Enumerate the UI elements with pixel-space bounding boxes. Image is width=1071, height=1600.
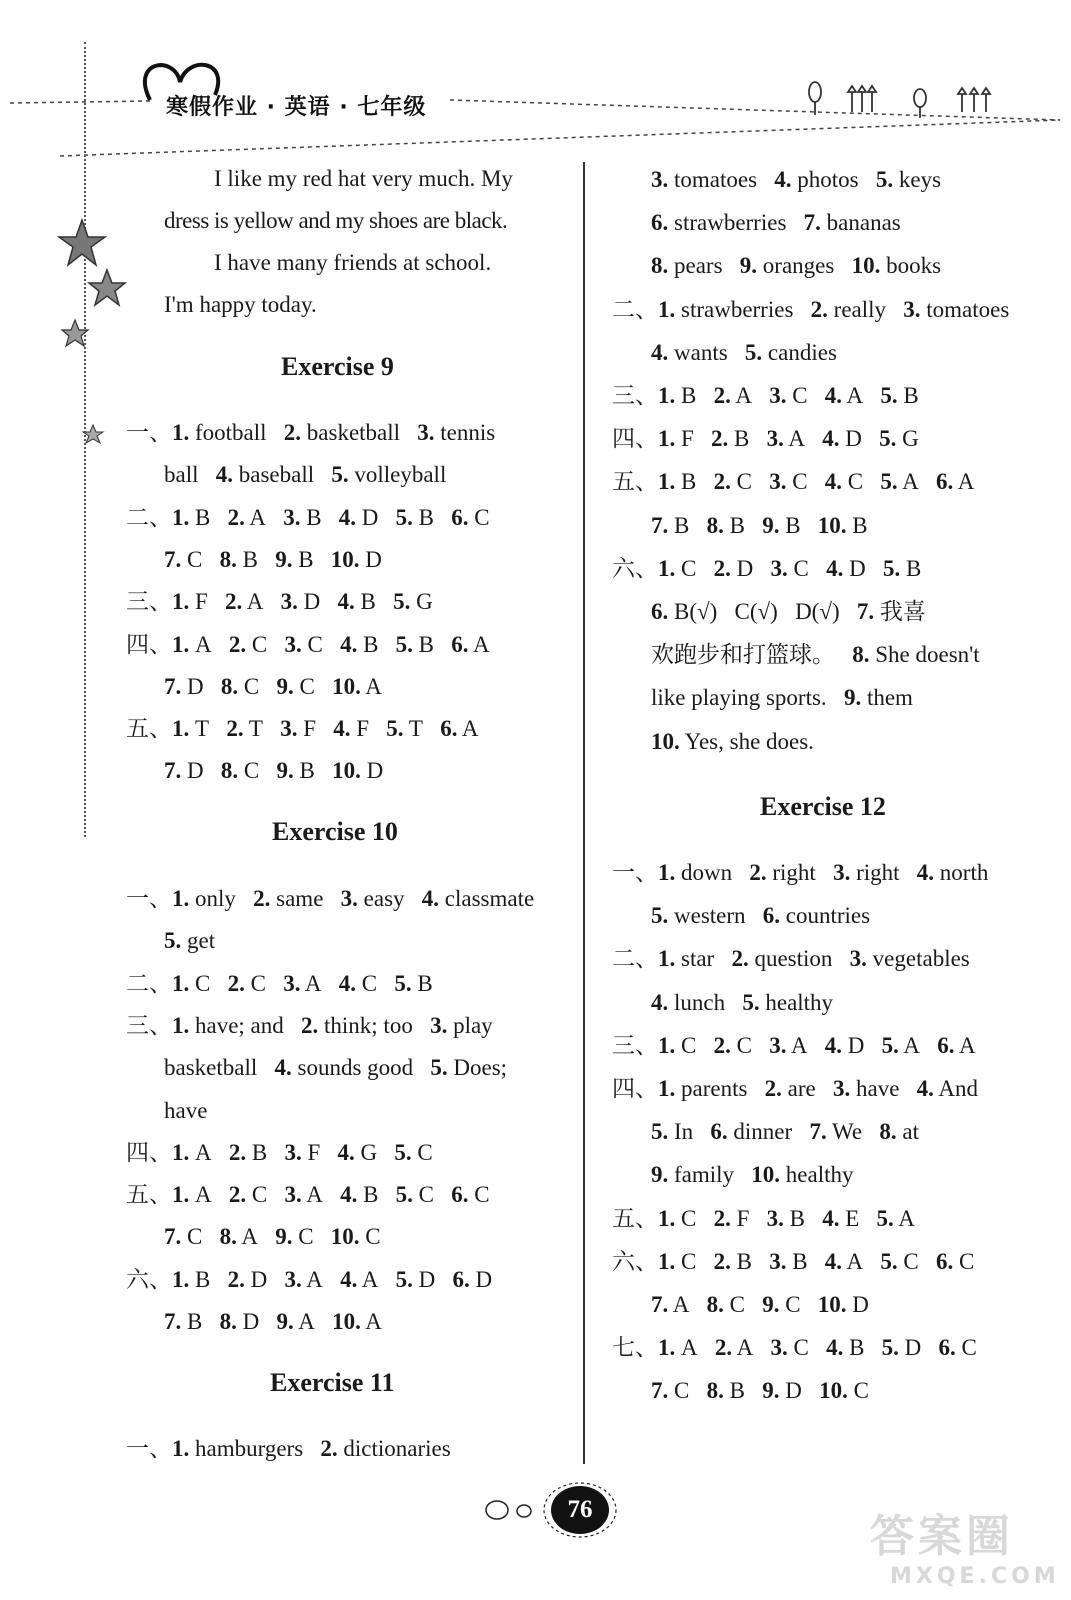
answer-line: 六、1. C 2. D 3. C 4. D 5. B [612,555,922,581]
answer-line: 三、1. have; and 2. think; too 3. play [126,1012,493,1038]
answer-line: 二、1. C 2. C 3. A 4. C 5. B [126,970,433,996]
answer-line: 3. tomatoes 4. photos 5. keys [651,167,942,192]
answer-line: 五、1. A 2. C 3. A 4. B 5. C 6. C [126,1182,490,1208]
intro-line: dress is yellow and my shoes are black. [164,208,508,233]
intro-line: I'm happy today. [164,292,317,317]
answer-line: 6. strawberries 7. bananas [651,210,901,236]
answer-line: 10. Yes, she does. [651,728,814,754]
watermark-url: MXQE.COM [890,1564,1060,1589]
answer-line: 9. family 10. healthy [651,1162,854,1188]
answer-line: 7. C 8. B 9. D 10. C [651,1378,869,1404]
answer-line: 四、1. parents 2. are 3. have 4. And [612,1076,979,1101]
exercise-10-title: Exercise 10 [272,817,398,846]
answer-line: 七、1. A 2. A 3. C 4. B 5. D 6. C [612,1335,977,1361]
answer-line: 四、1. F 2. B 3. A 4. D 5. G [612,426,919,452]
header-decoration [0,0,1071,170]
answer-line: 5. get [164,928,216,954]
answer-line: like playing sports. 9. them [651,685,913,711]
circle-icon [517,1505,531,1517]
answer-line: basketball 4. sounds good 5. Does; [164,1055,508,1081]
answer-line: 一、1. football 2. basketball 3. tennis [126,420,496,445]
answer-line: 7. B 8. B 9. B 10. B [651,512,868,538]
answer-line: 三、1. C 2. C 3. A 4. D 5. A 6. A [612,1032,976,1058]
answer-line: 一、1. down 2. right 3. right 4. north [612,860,989,885]
star-icon [89,270,125,305]
star-icon [62,320,88,346]
intro-line: I like my red hat very much. My [214,166,513,191]
answer-line: 二、1. star 2. question 3. vegetables [612,946,970,972]
answer-line: 三、1. B 2. A 3. C 4. A 5. B [612,383,919,408]
answer-line: 六、1. B 2. D 3. A 4. A 5. D 6. D [126,1266,493,1292]
answer-line: 4. lunch 5. healthy [651,989,834,1015]
answer-line: ball 4. baseball 5. volleyball [164,462,447,488]
answer-line: 5. In 6. dinner 7. We 8. at [651,1119,919,1145]
exercise-12-title: Exercise 12 [760,792,886,821]
answer-line: 6. B(√) C(√) D(√) 7. 我喜 [651,599,926,624]
answer-line: 7. D 8. C 9. C 10. A [164,673,382,699]
answer-line: 六、1. C 2. B 3. B 4. A 5. C 6. C [612,1248,975,1274]
answer-line: 四、1. A 2. C 3. C 4. B 5. B 6. A [126,631,490,657]
answer-line: 7. B 8. D 9. A 10. A [164,1309,382,1334]
circle-icon [486,1501,508,1519]
watermark [870,1500,1060,1589]
answer-line: 8. pears 9. oranges 10. books [651,253,942,279]
answer-line: 一、1. only 2. same 3. easy 4. classmate [126,886,535,911]
exercise-9-title: Exercise 9 [281,352,394,381]
page-number: 76 [551,1486,609,1534]
answer-line: 五、1. B 2. C 3. C 4. C 5. A 6. A [612,469,975,495]
answer-line: 7. D 8. C 9. B 10. D [164,758,384,784]
answer-line: 4. wants 5. candies [651,339,837,365]
answer-line: 5. western 6. countries [651,903,871,929]
watermark-text: 答案圈 [870,1511,1014,1562]
answer-line: 欢跑步和打篮球。 8. She doesn't [651,642,980,668]
exercise-11-title: Exercise 11 [270,1368,395,1397]
intro-line: I have many friends at school. [214,250,492,275]
star-icon [83,425,103,443]
star-decorations [55,215,135,455]
answer-line: 三、1. F 2. A 3. D 4. B 5. G [126,589,433,615]
column-divider [583,162,585,1464]
answer-line: 一、1. hamburgers 2. dictionaries [126,1436,451,1461]
answer-line: 四、1. A 2. B 3. F 4. G 5. C [126,1139,433,1165]
answer-line: 7. A 8. C 9. C 10. D [651,1292,869,1317]
answer-line: 五、1. C 2. F 3. B 4. E 5. A [612,1205,915,1231]
answer-line: 二、1. strawberries 2. really 3. tomatoes [612,296,1010,322]
answer-line: have [164,1097,208,1123]
answer-line: 7. C 8. B 9. B 10. D [164,546,382,572]
answer-line: 五、1. T 2. T 3. F 4. F 5. T 6. A [126,716,479,742]
header-title: 寒假作业 · 英语 · 七年级 [166,95,427,120]
answer-line: 7. C 8. A 9. C 10. C [164,1224,381,1250]
answer-line: 二、1. B 2. A 3. B 4. D 5. B 6. C [126,504,490,530]
star-icon [59,220,105,265]
